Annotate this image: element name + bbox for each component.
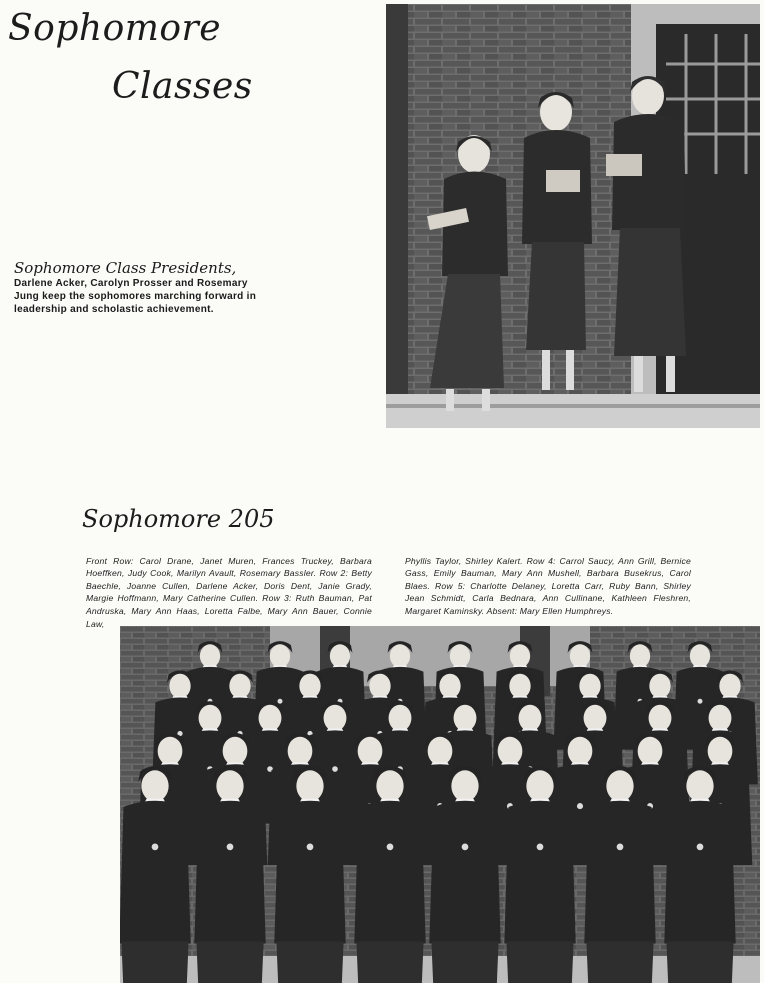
roster-column-left: Front Row: Carol Drane, Janet Muren, Frances Truckey, Barbara Hoeffken, Judy Cook, Marilyn Avault, Rosemary Bassler. Row 2: Betty Baechle, Joanne Cullen, Darlene Acker, Doris Dent, Janie Grady, Margie Hoffmann, Mary Catherine Cullen. Row 3: Ruth Bauman, Pat Andruska, Mary Ann Haas, Loretta Falbe, Mary Ann Bauer, Connie Law, [86, 555, 372, 629]
presidents-caption-body: Darlene Acker, Carolyn Prosser and Rosemary Jung keep the sophomores marching forward in leadership and scholastic achievement. [14, 278, 257, 315]
presidents-caption-lead: Sophomore Class Presidents, [14, 259, 237, 277]
class-205-group-photo [120, 626, 760, 983]
roster-column-right: Phyllis Taylor, Shirley Kalert. Row 4: Carrol Saucy, Ann Grill, Bernice Gass, Emily Bauman, Mary Ann Mushell, Barbara Busekrus, Carol Blaes. Row 5: Charlotte Delaney, Loretta Carr, Ruby Bann, Shirley Jean Schmidt, Carla Bednara, Ann Cullinane, Kathleen Fleshren, Margaret Kaminsky. Absent: Mary Ellen Humphreys. [405, 555, 691, 616]
class-presidents-photo [386, 4, 760, 428]
page-title-line1: Sophomore [8, 8, 222, 49]
presidents-caption [14, 259, 270, 316]
page-title-line2: Classes [112, 66, 253, 107]
section-heading-205: Sophomore 205 [82, 505, 275, 533]
